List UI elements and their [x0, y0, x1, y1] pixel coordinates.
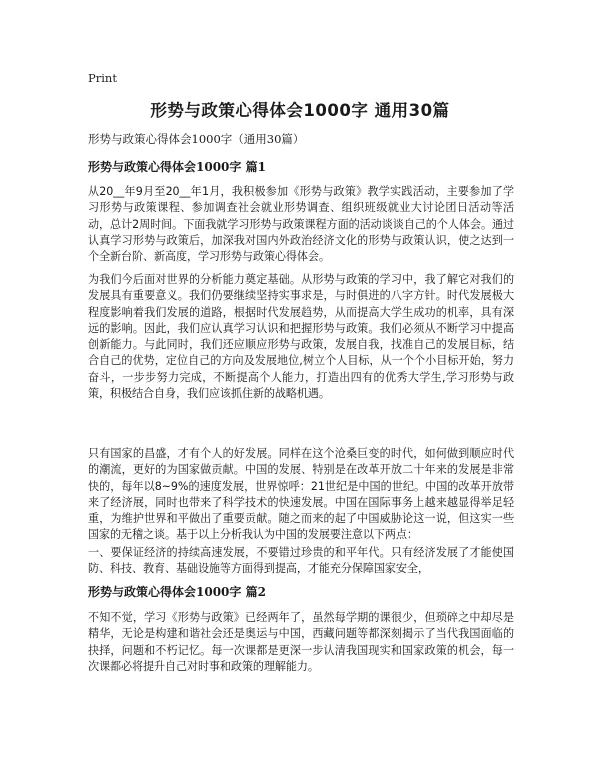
document-title: 形势与政策心得体会1000字 通用30篇 [150, 101, 450, 120]
section-heading-1: 形势与政策心得体会1000字 篇1 [88, 160, 266, 174]
paragraph: 不知不觉，学习《形势与政策》已经两年了，虽然每学期的课很少，但琐碎之中却尽是精华，无论是构建和谐社会还是奥运与中国，西藏问题等都深刻揭示了当代我国面临的抉择，问题和不朽记忆。每一次课都是更深一步认清我国现实和国家政策的机会，每一次课都必将提升自己对时事和政策的理解能力。 [88, 611, 514, 673]
paragraph: 从20__年9月至20__年1月，我积极参加《形势与政策》教学实践活动，主要参加了学习形势与政策课程、参加调查社会就业形势调查、组织班级就业大讨论团日活动等活动，总计2周时间。下面我就学习形势与政策课程方面的活动谈谈自己的个人体会。通过认真学习形势与政策后，加深我对国内外政治经济文化的形势与政策认识，使之达到一个全新台阶、新高度，学习形势与政策心得体会。 [88, 185, 514, 264]
print-link[interactable]: Print [88, 71, 117, 85]
paragraph: 一、要保证经济的持续高速发展，不要错过珍贵的和平年代。只有经济发展了才能使国防、科技、教育、基础设施等方面得到提高，才能充分保障国家安全， [88, 546, 514, 576]
document-subtitle: 形势与政策心得体会1000字（通用30篇） [88, 132, 305, 146]
paragraph: 只有国家的昌盛，才有个人的好发展。同样在这个沧桑巨变的时代，如何做到顺应时代的潮流，更好的为国家做贡献。中国的发展、特别是在改革开放二十年来的发展是非常快的，每年以8~9%的速度发展，世界惊呼：21世纪是中国的世纪。中国的改革开放带来了经济展，同时也带来了科学技术的快速发展。中国在国际事务上越来越显得举足轻重，为维护世界和平做出了重要贡献。随之而来的起了中国威胁论这一说，但这实一些国家的无稽之谈。基于以上分析我认为中国的发展要注意以下两点： [88, 447, 514, 542]
section-heading-2: 形势与政策心得体会1000字 篇2 [88, 585, 266, 599]
paragraph: 为我们今后面对世界的分析能力奠定基础。从形势与政策的学习中，我了解它对我们的发展具有重要意义。我们仍要继续坚持实事求是，与时俱进的八字方针。时代发展极大程度影响着我们发展的道路，根据时代发展趋势，从而提高大学生成功的机率，具有深远的影响。因此，我们应认真学习认识和把握形势与政策。我们必须从不断学习中提高创新能力。与此同时，我们还应顺应形势与政策，发展自我，找准自己的发展目标，结合自己的优势，定位自己的方向及发展地位,树立个人目标，从一个个小目标开始，努力奋斗，一步步努力完成，不断提高个人能力，打造出四有的优秀大学生,学习形势与政策，积极结合自身，我们应该抓住新的战略机遇。 [88, 273, 514, 401]
